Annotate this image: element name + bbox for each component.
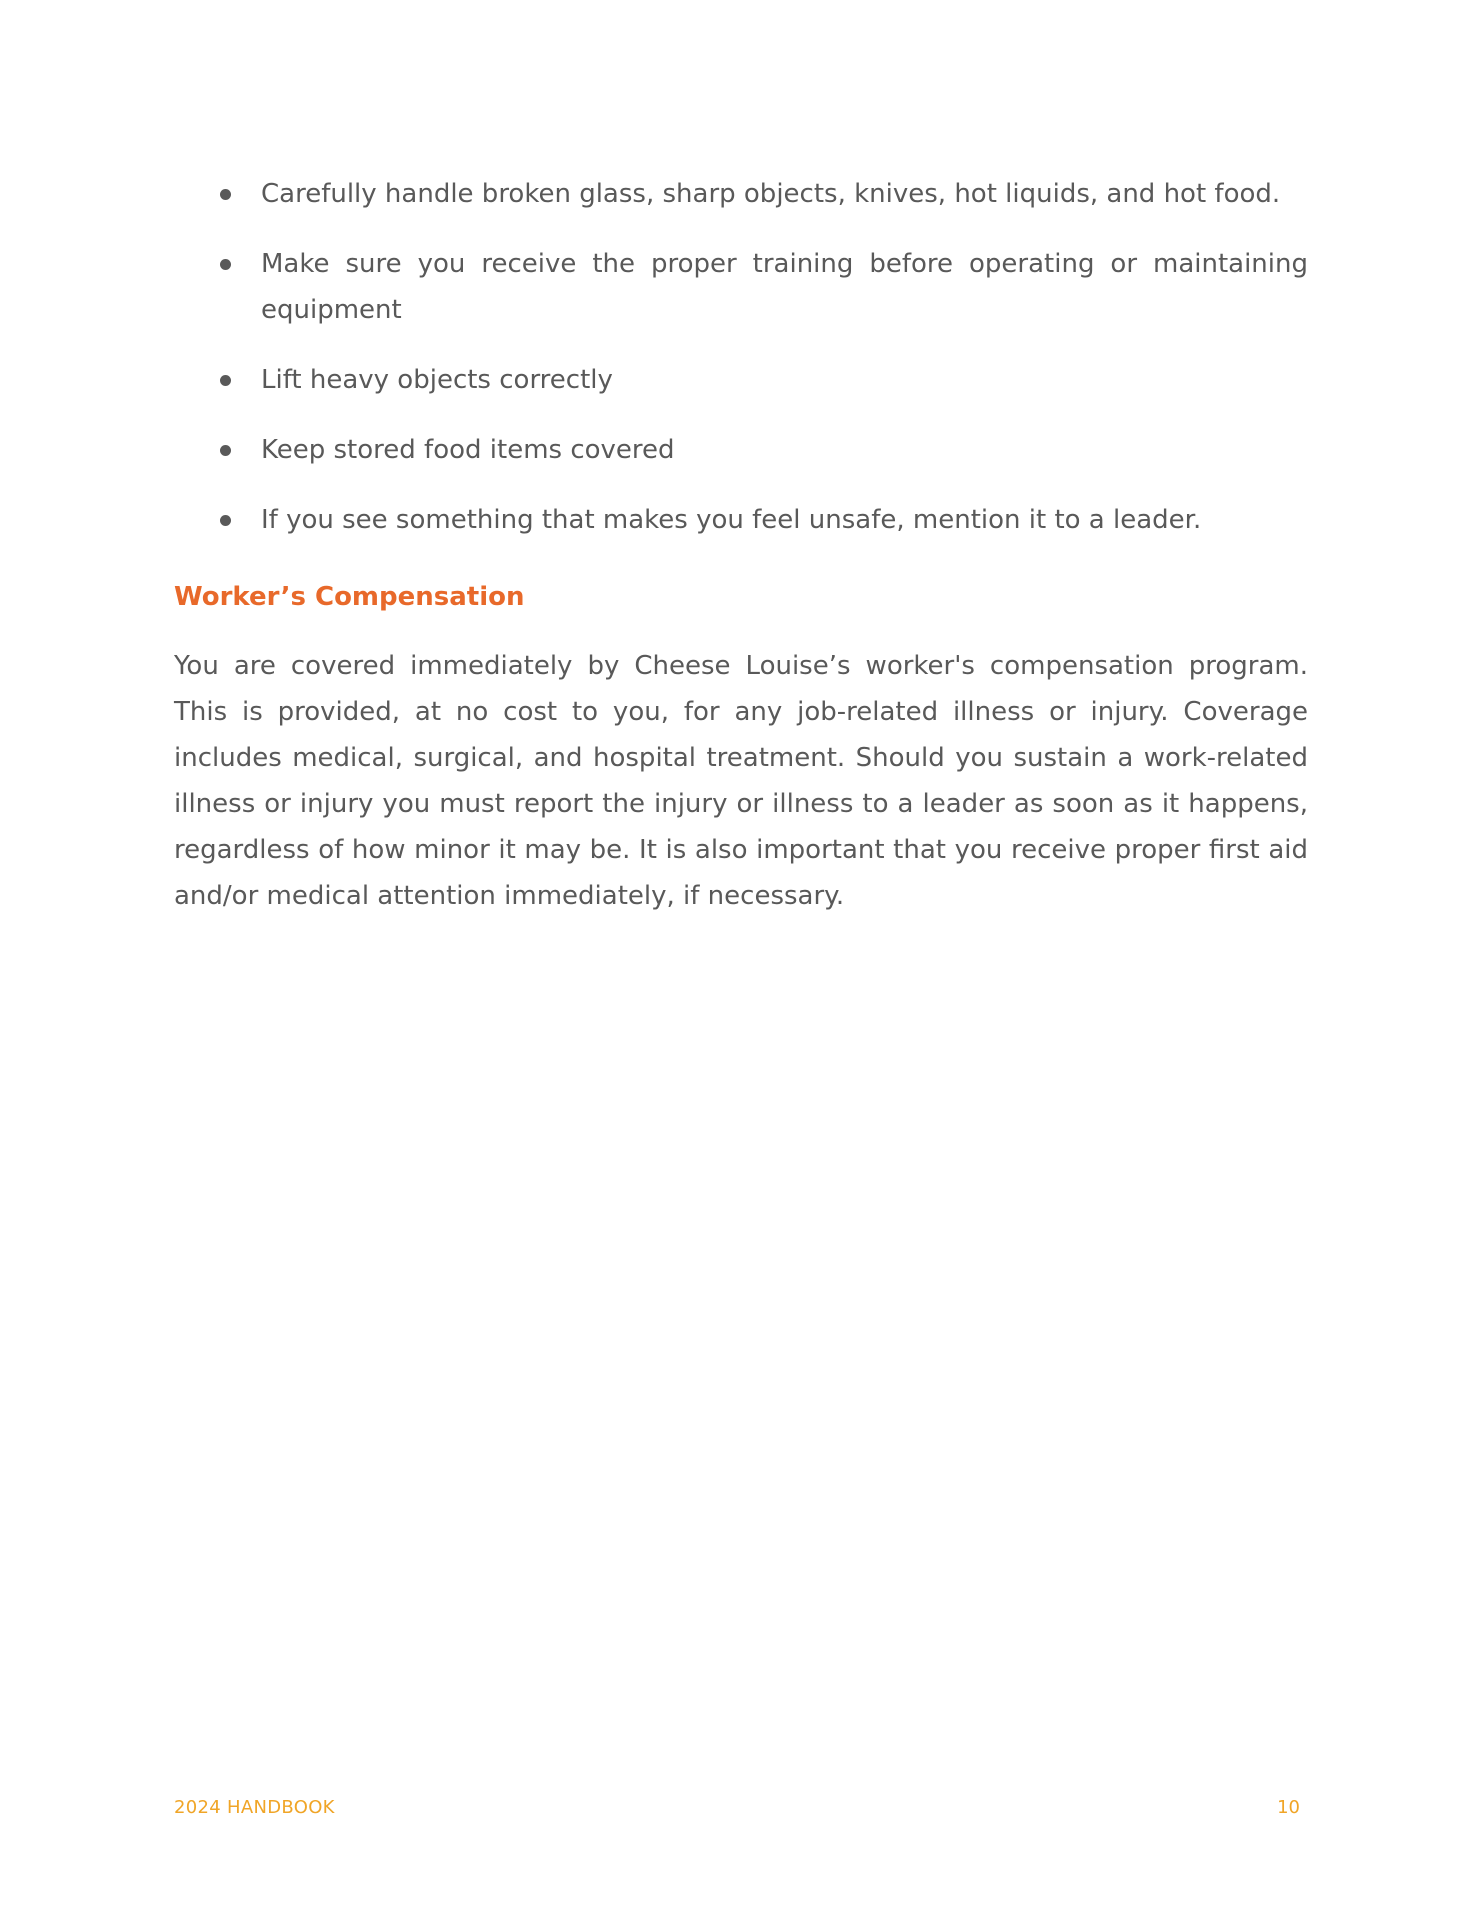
bullet-icon	[220, 375, 231, 386]
list-item	[174, 357, 1308, 403]
footer-title: 2024 HANDBOOK	[174, 1797, 335, 1818]
list-item-text: Carefully handle broken glass, sharp objects, knives, hot liquids, and hot food.	[261, 179, 1281, 209]
list-item	[174, 241, 1308, 333]
list-item-text: Keep stored food items covered	[261, 435, 675, 465]
list-item-text: If you see something that makes you feel unsafe, mention it to a leader.	[261, 505, 1202, 535]
section-heading: Worker’s Compensation	[174, 582, 525, 612]
bullet-icon	[220, 189, 231, 200]
list-item-text: Make sure you receive the proper training before operating or maintaining equipment	[261, 249, 1308, 325]
list-item	[174, 497, 1308, 543]
list-item	[174, 427, 1308, 473]
bullet-icon	[220, 445, 231, 456]
bullet-icon	[220, 259, 231, 270]
section-paragraph: You are covered immediately by Cheese Louise’s worker's compensation program. This is provided, at no cost to you, for any job-related illness or injury. Coverage includes medical, surgical, and hospital treatment. Should you sustain a work-related illness or injury you must report the injury or illness to a leader as soon as it happens, regardless of how minor it may be. It is also important that you receive proper first aid and/or medical attention immediately, if necessary.	[174, 651, 1308, 911]
list-item-text: Lift heavy objects correctly	[261, 365, 613, 395]
list-item	[174, 171, 1308, 217]
bullet-icon	[220, 515, 231, 526]
page-number: 10	[1277, 1797, 1300, 1818]
safety-bullet-list	[174, 171, 1308, 567]
